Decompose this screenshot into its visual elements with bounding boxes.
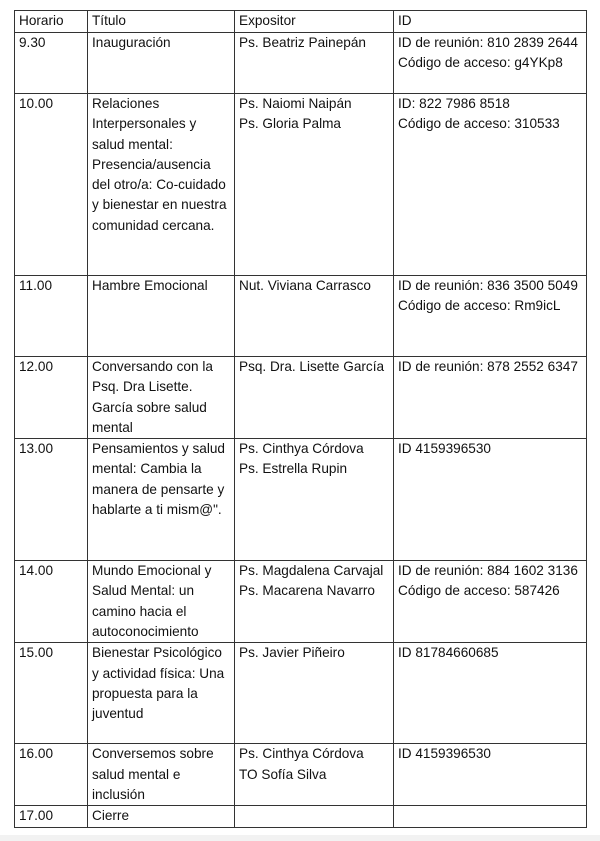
cell-expositor [235, 643, 394, 744]
meeting-id-text: ID de reunión: 836 3500 5049 [398, 278, 578, 293]
cell-titulo: Bienestar Psicológico y actividad física: Una propuesta para la juventud [88, 643, 235, 744]
table-row [15, 744, 587, 806]
table-row [15, 806, 587, 827]
schedule-document [14, 10, 586, 828]
cell-id [394, 439, 587, 561]
expositor-name: Ps. Macarena Navarro [239, 583, 375, 599]
meeting-id-text: ID 4159396530 [398, 441, 491, 457]
expositor-name: Ps. Magdalena Carvajal [239, 563, 384, 579]
meeting-id-text: ID 81784660685 [398, 645, 499, 661]
table-body [15, 33, 587, 828]
cell-titulo: Relaciones Interpersonales y salud mental: Presencia/ausencia del otro/a: Co-cuidado y bienestar en nuestra comunidad cercana. [88, 94, 235, 276]
meeting-id-text: Código de acceso: 310533 [398, 116, 560, 132]
expositor-name: Ps. Beatriz Painepán [239, 35, 366, 50]
header-expositor: Expositor [235, 11, 394, 33]
cell-horario: 17.00 [15, 806, 88, 827]
cell-horario: 15.00 [15, 643, 88, 744]
cell-id [394, 357, 587, 439]
cell-expositor [235, 561, 394, 643]
meeting-id-text: Código de acceso: Rm9icL [398, 298, 561, 314]
expositor-name: Ps. Cinthya Córdova [239, 746, 364, 762]
cell-expositor [235, 439, 394, 561]
cell-expositor [235, 33, 394, 94]
cell-horario: 11.00 [15, 276, 88, 357]
cell-horario: 9.30 [15, 33, 88, 94]
header-titulo: Título [88, 11, 235, 33]
table-row [15, 94, 587, 276]
cell-titulo: Conversando con la Psq. Dra Lisette. García sobre salud mental [88, 357, 235, 439]
cell-id [394, 33, 587, 94]
table-row [15, 439, 587, 561]
meeting-id-text: ID de reunión: 878 2552 6347 [398, 359, 578, 374]
schedule-table [14, 10, 587, 828]
meeting-id-text: Código de acceso: g4YKp8 [398, 55, 563, 71]
header-id: ID [394, 11, 587, 33]
table-row [15, 357, 587, 439]
meeting-id-text: ID: 822 7986 8518 [398, 96, 510, 111]
cell-titulo: Conversemos sobre salud mental e inclusión [88, 744, 235, 806]
cell-id [394, 806, 587, 827]
cell-titulo: Inauguración [88, 33, 235, 94]
cell-titulo: Cierre [88, 806, 235, 827]
meeting-id-text: ID de reunión: 810 2839 2644 [398, 35, 578, 50]
cell-id [394, 744, 587, 806]
cell-horario: 10.00 [15, 94, 88, 276]
cell-id [394, 561, 587, 643]
header-horario: Horario [15, 11, 88, 33]
meeting-id-text: Código de acceso: 587426 [398, 583, 560, 599]
expositor-name: Ps. Javier Piñeiro [239, 645, 345, 661]
table-header-row [15, 11, 587, 33]
expositor-name: Psq. Dra. Lisette García [239, 359, 385, 374]
page-bottom-strip [0, 835, 600, 841]
expositor-name: Nut. Viviana Carrasco [239, 278, 371, 293]
cell-id [394, 643, 587, 744]
cell-expositor [235, 94, 394, 276]
cell-horario: 12.00 [15, 357, 88, 439]
cell-titulo: Pensamientos y salud mental: Cambia la manera de pensarte y hablarte a ti mism@". [88, 439, 235, 561]
cell-horario: 14.00 [15, 561, 88, 643]
table-row [15, 561, 587, 643]
meeting-id-text: ID de reunión: 884 1602 3136 [398, 563, 578, 579]
cell-horario: 16.00 [15, 744, 88, 806]
cell-expositor [235, 276, 394, 357]
cell-horario: 13.00 [15, 439, 88, 561]
cell-titulo: Hambre Emocional [88, 276, 235, 357]
expositor-name: Ps. Cinthya Córdova [239, 441, 364, 457]
cell-id [394, 94, 587, 276]
cell-expositor [235, 744, 394, 806]
cell-id [394, 276, 587, 357]
meeting-id-text: ID 4159396530 [398, 746, 491, 762]
expositor-name: Ps. Naiomi Naipán [239, 96, 352, 111]
expositor-name: TO Sofía Silva [239, 766, 327, 782]
cell-expositor [235, 357, 394, 439]
table-row [15, 276, 587, 357]
cell-expositor [235, 806, 394, 827]
cell-titulo: Mundo Emocional y Salud Mental: un camino hacia el autoconocimiento [88, 561, 235, 643]
expositor-name: Ps. Gloria Palma [239, 116, 341, 132]
table-row [15, 643, 587, 744]
table-row [15, 33, 587, 94]
expositor-name: Ps. Estrella Rupin [239, 461, 348, 477]
